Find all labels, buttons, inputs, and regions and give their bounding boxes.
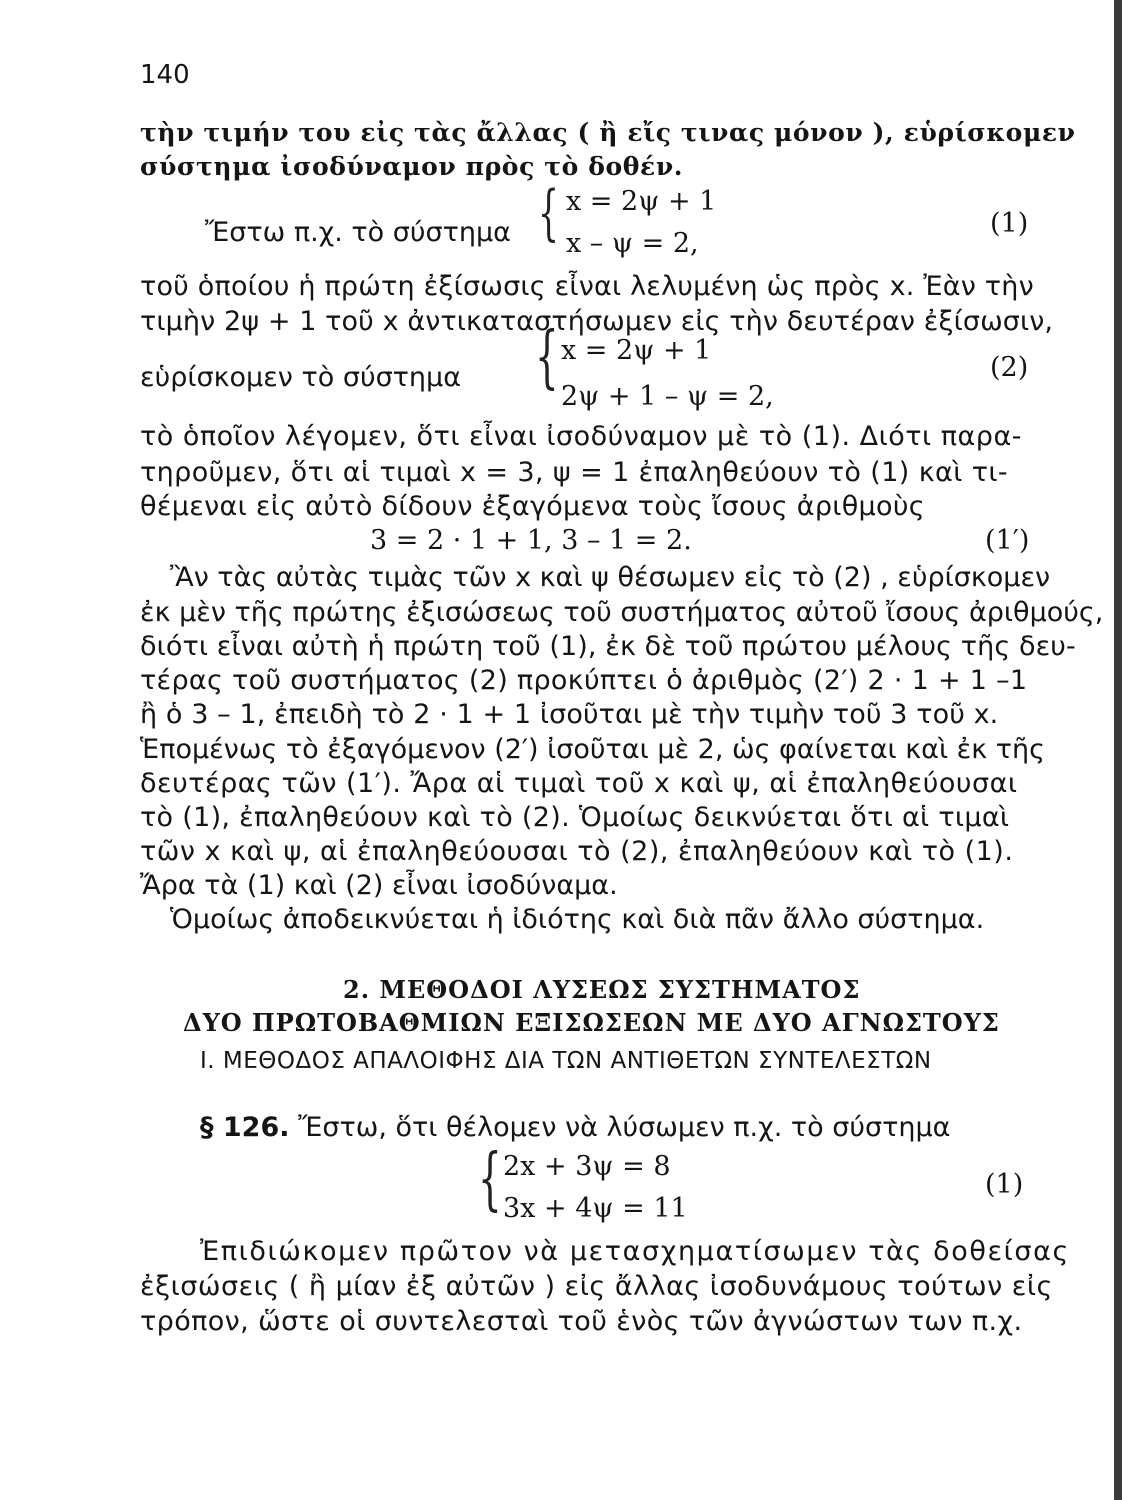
section-subheading: Ι. ΜΕΘΟΔΟΣ ΑΠΑΛΟΙΦΗΣ ΔΙΑ ΤΩΝ ΑΝΤΙΘΕΤΩΝ ΣΥΝΤΕΛΕΣΤΩΝ bbox=[200, 1048, 932, 1074]
para2-line1: τοῦ ὁποίου ἡ πρώτη ἐξίσωσις εἶναι λελυμένη ὡς πρὸς x. Ἐὰν τὴν bbox=[140, 271, 1034, 302]
para4-line: τέρας τοῦ συστήματος (2) προκύπτει ὁ ἀριθμὸς (2′) 2 · 1 + 1 –1 bbox=[140, 665, 1028, 696]
system1-label: (1) bbox=[990, 208, 1029, 239]
para3-line2: τηροῦμεν, ὅτι αἱ τιμαὶ x = 3, ψ = 1 ἐπαληθεύουν τὸ (1) καὶ τι- bbox=[140, 457, 1009, 488]
system3-label: (1) bbox=[985, 1169, 1024, 1200]
section-126-line bbox=[200, 1111, 950, 1145]
para3-formula-label: (1′) bbox=[985, 525, 1030, 556]
para4-line: ἐκ μὲν τῆς πρώτης ἐξισώσεως τοῦ συστήματος αὐτοῦ ἴσους ἀριθμούς, bbox=[140, 597, 1104, 628]
system1-eq1: x = 2ψ + 1 bbox=[566, 186, 717, 217]
system2-eq2: 2ψ + 1 – ψ = 2, bbox=[561, 381, 774, 412]
system2-intro: εὑρίσκομεν τὸ σύστημα bbox=[140, 362, 462, 393]
section-heading-line1: 2. ΜΕΘΟΔΟΙ ΛΥΣΕΩΣ ΣΥΣΤΗΜΑΤΟΣ bbox=[343, 975, 861, 1004]
para4-line: Ἂν τὰς αὐτὰς τιμὰς τῶν x καὶ ψ θέσωμεν εἰς τὸ (2) , εὑρίσκομεν bbox=[170, 562, 1051, 593]
para3-formula: 3 = 2 · 1 + 1, 3 – 1 = 2. bbox=[370, 525, 692, 556]
system1-brace: { bbox=[538, 178, 560, 248]
system3-brace: { bbox=[478, 1140, 502, 1219]
para2-line2: τιμὴν 2ψ + 1 τοῦ x ἀντικαταστήσωμεν εἰς τὴν δευτέραν ἐξίσωσιν, bbox=[140, 306, 1054, 337]
para4-line: δευτέρας τῶν (1′). Ἄρα αἱ τιμαὶ τοῦ x καὶ ψ, αἱ ἐπαληθεύουσαι bbox=[140, 768, 1018, 799]
para4-line: Ἑπομένως τὸ ἐξαγόμενον (2′) ἰσοῦται μὲ 2, ὡς φαίνεται καὶ ἐκ τῆς bbox=[140, 734, 1045, 765]
para4-line: Ἄρα τὰ (1) καὶ (2) εἶναι ἰσοδύναμα. bbox=[140, 870, 618, 901]
bold-line-1: τὴν τιμήν του εἰς τὰς ἄλλας ( ἢ εἴς τινας μόνον ), εὑρίσκομεν bbox=[140, 118, 1076, 147]
para6-line3: τρόπον, ὥστε οἱ συντελεσταὶ τοῦ ἑνὸς τῶν ἀγνώστων των π.χ. bbox=[140, 1306, 1023, 1337]
system2-brace: { bbox=[535, 318, 559, 397]
system3-eq1: 2x + 3ψ = 8 bbox=[503, 1151, 671, 1182]
bold-line-2: σύστημα ἰσοδύναμον πρὸς τὸ δοθέν. bbox=[140, 152, 684, 181]
para6-line2: ἐξισώσεις ( ἢ μίαν ἐξ αὐτῶν ) εἰς ἄλλας ἰσοδυνάμους τούτων εἰς bbox=[140, 1271, 1053, 1302]
system2-eq1: x = 2ψ + 1 bbox=[561, 335, 712, 366]
page-number: 140 bbox=[140, 60, 190, 90]
section-marker: § 126. bbox=[200, 1112, 290, 1143]
para4-line: ἢ ὁ 3 – 1, ἐπειδὴ τὸ 2 · 1 + 1 ἰσοῦται μὲ τὴν τιμὴν τοῦ 3 τοῦ x. bbox=[140, 699, 999, 730]
system1-eq2: x – ψ = 2, bbox=[566, 228, 699, 259]
section-126-text: Ἔστω, ὅτι θέλομεν νὰ λύσωμεν π.χ. τὸ σύστημα bbox=[298, 1112, 951, 1143]
para4-line: τὸ (1), ἐπαληθεύουν καὶ τὸ (2). Ὁμοίως δεικνύεται ὅτι αἱ τιμαὶ bbox=[140, 802, 1010, 833]
para5-line: Ὁμοίως ἀποδεικνύεται ἡ ἰδιότης καὶ διὰ πᾶν ἄλλο σύστημα. bbox=[170, 904, 985, 935]
section-heading-line2: ΔΥΟ ΠΡΩΤΟΒΑΘΜΙΩΝ ΕΞΙΣΩΣΕΩΝ ΜΕ ΔΥΟ ΑΓΝΩΣΤΟΥΣ bbox=[183, 1008, 1000, 1037]
para3-line1: τὸ ὁποῖον λέγομεν, ὅτι εἶναι ἰσοδύναμον μὲ τὸ (1). Διότι παρα- bbox=[140, 421, 1022, 452]
para4-line: τῶν x καὶ ψ, αἱ ἐπαληθεύουσαι τὸ (2), ἐπαληθεύουν καὶ τὸ (1). bbox=[140, 836, 1014, 867]
para6-line1: Ἐπιδιώκομεν πρῶτον νὰ μετασχηματίσωμεν τὰς δοθείσας bbox=[200, 1236, 1070, 1267]
para3-line3: θέμεναι εἰς αὐτὸ δίδουν ἐξαγόμενα τοὺς ἴσους ἀριθμοὺς bbox=[140, 491, 925, 522]
para4-line: διότι εἶναι αὐτὴ ἡ πρώτη τοῦ (1), ἐκ δὲ τοῦ πρώτου μέλους τῆς δευ- bbox=[140, 631, 1076, 662]
system1-intro: Ἔστω π.χ. τὸ σύστημα bbox=[205, 217, 511, 248]
system3-eq2: 3x + 4ψ = 11 bbox=[503, 1193, 688, 1224]
page-edge-shadow bbox=[1114, 0, 1122, 1500]
system2-label: (2) bbox=[990, 352, 1029, 383]
